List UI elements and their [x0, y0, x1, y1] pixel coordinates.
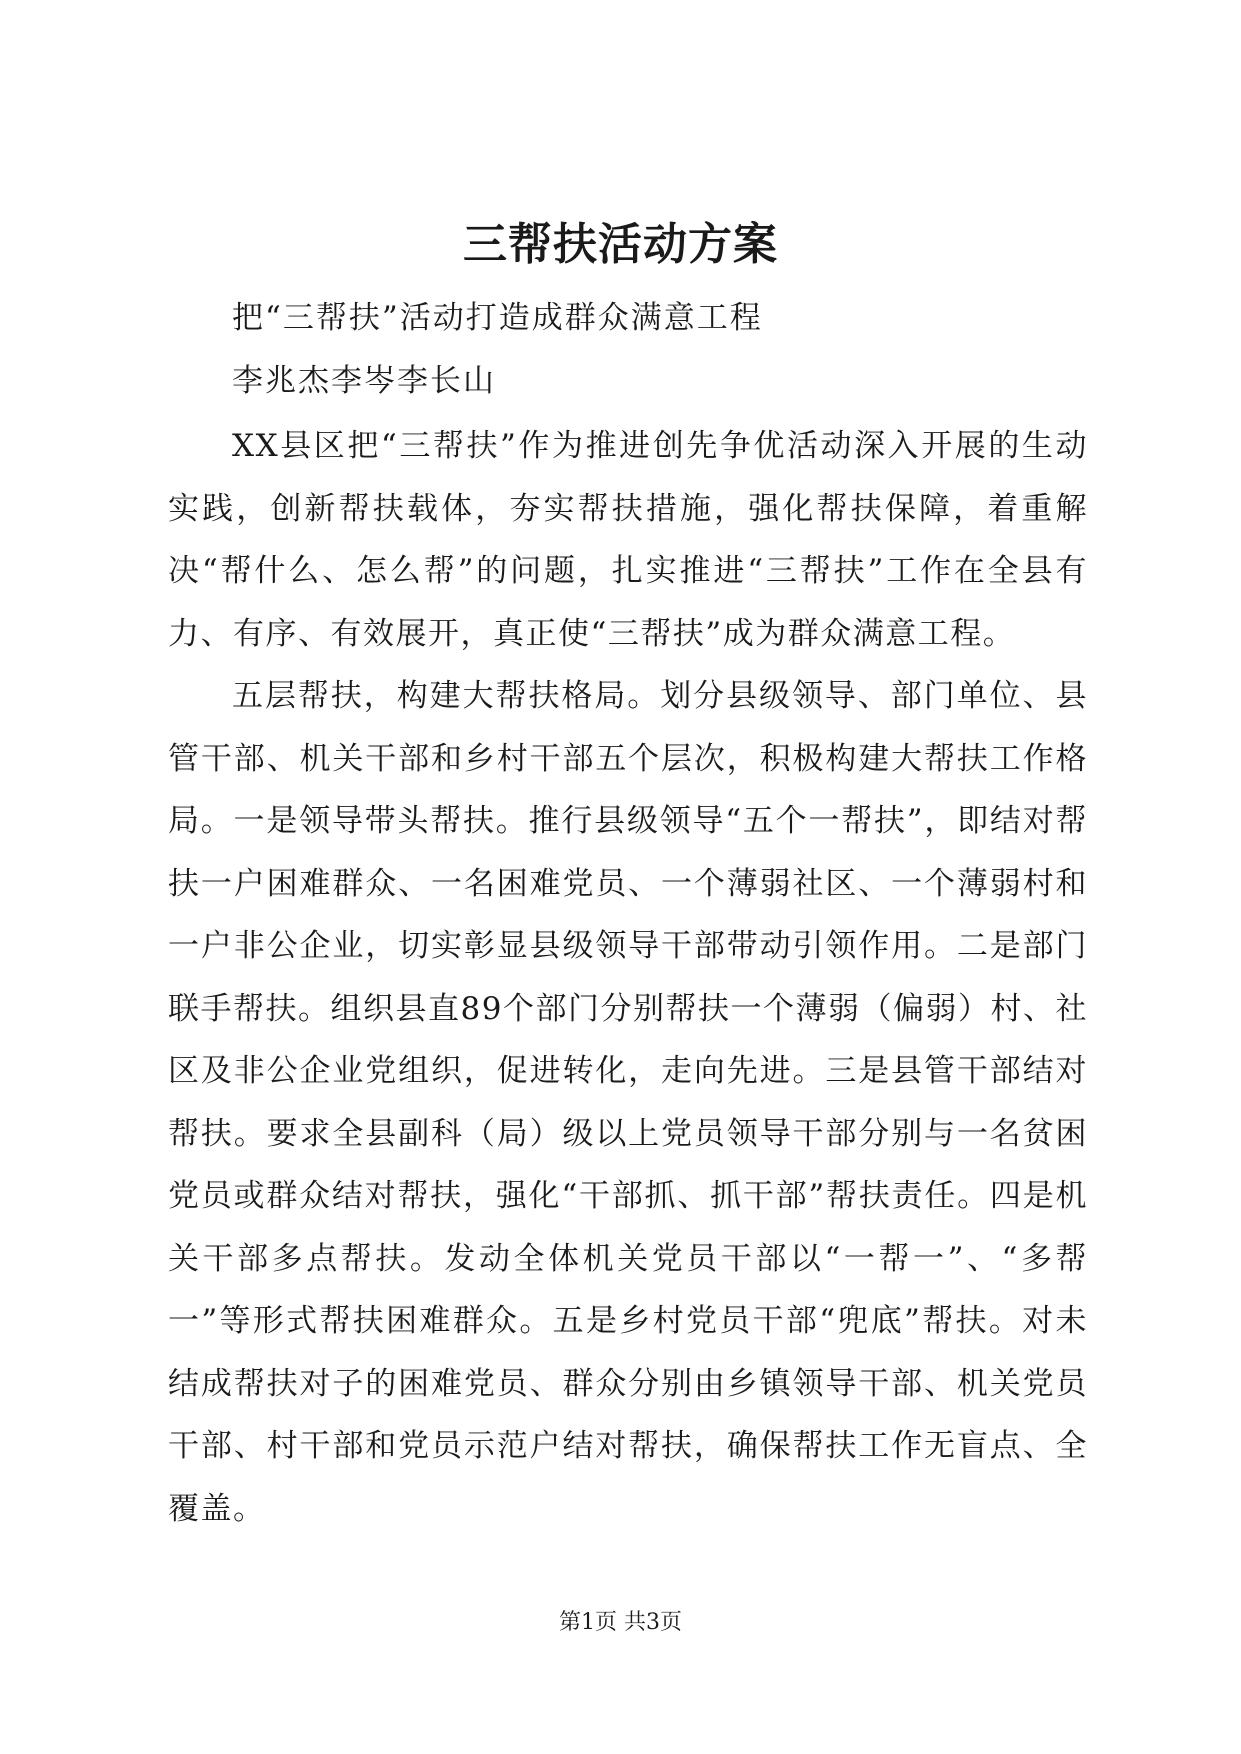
document-title: 三帮扶活动方案	[463, 219, 778, 270]
page-number-label: 第1页 共3页	[559, 1610, 682, 1635]
document-authors: 李兆杰李岑李长山	[232, 363, 496, 399]
body-paragraph-2: 五层帮扶，构建大帮扶格局。划分县级领导、部门单位、县管干部、机关干部和乡村干部五个层次，积极构建大帮扶工作格局。一是领导带头帮扶。推行县级领导“五个一帮扶”，即结对帮扶一户困难群众、一名困难党员、一个薄弱社区、一个薄弱村和一户非公企业，切实彰显县级领导干部带动引领作用。二是部门联手帮扶。组织县直89个部门分别帮扶一个薄弱（偏弱）村、社区及非公企业党组织，促进转化，走向先进。三是县管干部结对帮扶。要求全县副科（局）级以上党员领导干部分别与一名贫困党员或群众结对帮扶，强化“干部抓、抓干部”帮扶责任。四是机关干部多点帮扶。发动全体机关党员干部以“一帮一”、“多帮一”等形式帮扶困难群众。五是乡村党员干部“兜底”帮扶。对未结成帮扶对子的困难党员、群众分别由乡镇领导干部、机关党员干部、村干部和党员示范户结对帮扶，确保帮扶工作无盲点、全覆盖。	[168, 678, 1088, 1527]
body-paragraph-1: XX县区把“三帮扶”作为推进创先争优活动深入开展的生动实践，创新帮扶载体，夯实帮扶措施，强化帮扶保障，着重解决“帮什么、怎么帮”的问题，扎实推进“三帮扶”工作在全县有力、有序、有效展开，真正使“三帮扶”成为群众满意工程。	[168, 428, 1088, 652]
page-footer	[0, 1608, 1241, 1638]
document-subtitle: 把“三帮扶”活动打造成群众满意工程	[232, 300, 763, 336]
